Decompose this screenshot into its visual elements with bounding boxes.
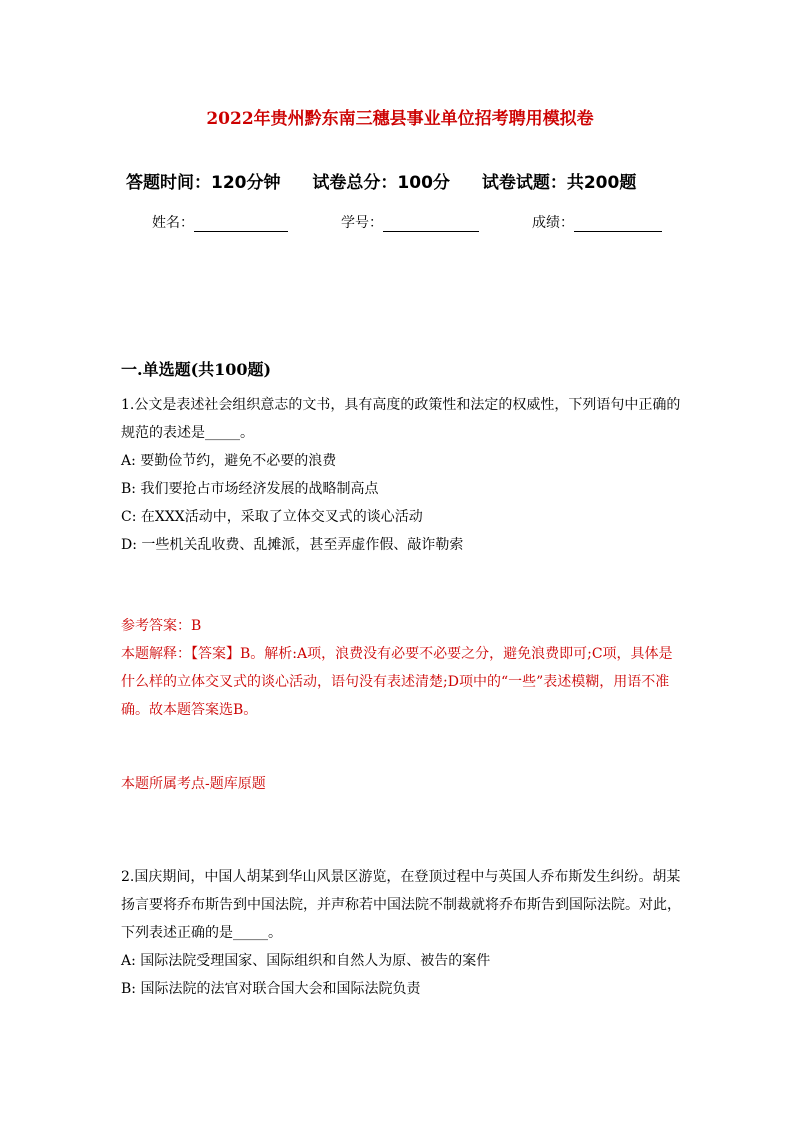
option-a: A: 国际法院受理国家、国际组织和自然人为原、被告的案件: [121, 953, 491, 969]
question-1: [121, 391, 686, 559]
exam-meta: [126, 168, 662, 193]
name-blank: [194, 217, 288, 232]
question-2: [121, 863, 686, 1003]
exam-time: 答题时间：120分钟: [126, 173, 281, 193]
option-a: A: 要勤俭节约，避免不必要的浪费: [121, 453, 337, 469]
option-d: D: 一些机关乱收费、乱摊派，甚至弄虚作假、敲诈勒索: [121, 537, 464, 553]
id-blank: [383, 217, 479, 232]
answer-explanation: 本题解释：【答案】B。解析:A项，浪费没有必要不必要之分，避免浪费即可;C项，具体是什么样的立体交叉式的谈心活动，语句没有表述清楚;D项中的“一些”表述模糊，用语不准确。故本题答案选B。: [121, 646, 673, 718]
exam-title: 2022年贵州黔东南三穗县事业单位招考聘用模拟卷: [206, 109, 594, 129]
option-b: B: 国际法院的法官对联合国大会和国际法院负责: [121, 981, 421, 997]
option-b: B: 我们要抢占市场经济发展的战略制高点: [121, 481, 379, 497]
reference-answer: 参考答案：B: [121, 618, 202, 634]
option-c: C: 在XXX活动中，采取了立体交叉式的谈心活动: [121, 509, 423, 525]
score-blank: [574, 217, 662, 232]
section-heading: 一.单选题(共100题): [121, 360, 272, 379]
question-stem: 1.公文是表述社会组织意志的文书，具有高度的政策性和法定的权威性，下列语句中正确的规范的表述是_____。: [121, 397, 681, 441]
question-source: 本题所属考点-题库原题: [121, 776, 266, 792]
name-field: [152, 212, 288, 232]
id-label: 学号：: [341, 215, 383, 231]
exam-question-count: 试卷试题：共200题: [481, 173, 637, 193]
answer-1: [121, 612, 686, 724]
score-label: 成绩：: [532, 215, 574, 231]
score-field: [532, 212, 662, 232]
id-field: [341, 212, 479, 232]
name-label: 姓名：: [152, 215, 194, 231]
question-stem: 2.国庆期间，中国人胡某到华山风景区游览，在登顶过程中与英国人乔布斯发生纠纷。胡某扬言要将乔布斯告到中国法院，并声称若中国法院不制裁就将乔布斯告到国际法院。对此，下列表述正确的是_____。: [121, 869, 681, 941]
exam-total-score: 试卷总分：100分: [312, 173, 450, 193]
